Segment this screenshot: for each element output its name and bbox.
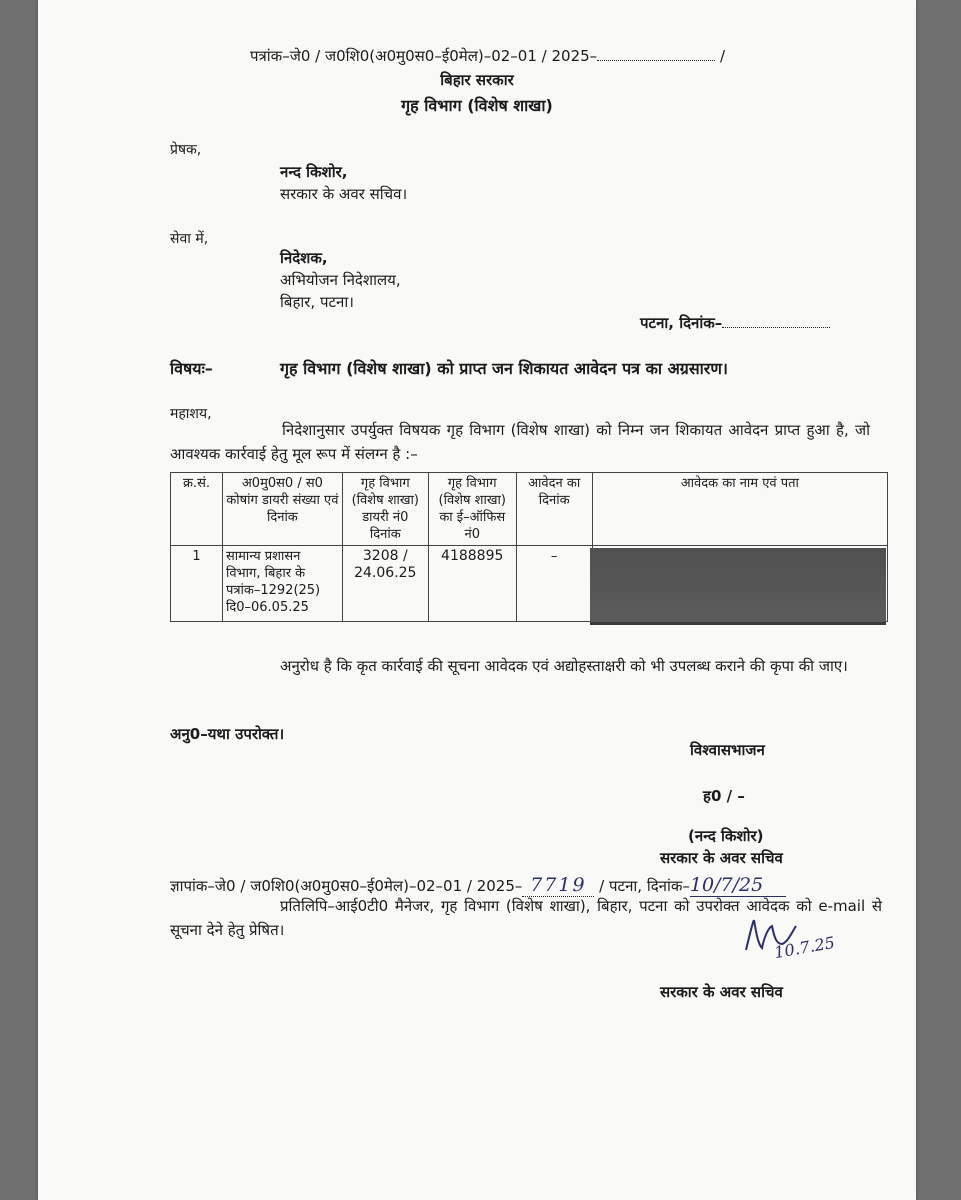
memo-number-handwritten: 7719	[522, 874, 594, 897]
government-name: बिहार सरकार	[440, 71, 514, 89]
sender-label: प्रेषक,	[170, 142, 202, 158]
cell-serial: 1	[171, 546, 223, 622]
date-blank	[722, 327, 830, 328]
signatory-designation: सरकार के अवर सचिव	[660, 849, 783, 867]
header-application-date: आवेदन का दिनांक	[516, 473, 592, 546]
sender-designation: सरकार के अवर सचिव।	[280, 185, 408, 203]
enclosure-note: अनु0–यथा उपरोक्त।	[170, 725, 285, 743]
sender-name: नन्द किशोर,	[280, 163, 348, 181]
recipient-label: सेवा में,	[170, 231, 209, 247]
signatory-name: (नन्द किशोर)	[688, 827, 764, 845]
cell-home-diary: 3208 / 24.06.25	[342, 546, 428, 622]
memo-date-handwritten: 10/7/25	[690, 874, 786, 897]
recipient-place: बिहार, पटना।	[280, 293, 354, 311]
request-paragraph: अनुरोध है कि कृत कार्रवाई की सूचना आवेदक एवं अद्योहस्ताक्षरी को भी उपलब्ध कराने की कृपा की जाए।	[280, 657, 848, 675]
signed-mark: ह0 / –	[703, 787, 745, 805]
reference-text: पत्रांक–जे0 / ज0शि0(अ0मु0स0–ई0मेल)–02–01 / 2025–	[250, 47, 598, 65]
closing-word: विश्वासभाजन	[690, 741, 765, 759]
date-line-label: पटना, दिनांक–	[640, 314, 723, 332]
header-home-diary: गृह विभाग (विशेष शाखा) डायरी नं0 दिनांक	[342, 473, 428, 546]
recipient-title: निदेशक,	[280, 249, 328, 267]
memo-reference: ज्ञापांक–जे0 / ज0शि0(अ0मु0स0–ई0मेल)–02–01 / 2025–	[170, 877, 523, 895]
body-paragraph: निदेशानुसार उपर्युक्त विषयक गृह विभाग (विशेष शाखा) को निम्न जन शिकायत आवेदन प्राप्त हुआ है, जो आवश्यक कार्रवाई हेतु मूल रूप में संलग्न है :–	[170, 421, 870, 463]
header-applicant: आवेदक का नाम एवं पता	[592, 473, 887, 546]
date-line	[640, 313, 830, 333]
reference-number	[250, 46, 725, 66]
salutation: महाशय,	[170, 406, 212, 422]
copy-signatory-designation: सरकार के अवर सचिव	[660, 983, 783, 1001]
cell-diary: सामान्य प्रशासन विभाग, बिहार के पत्रांक–1292(25) दि0–06.05.25	[222, 546, 342, 622]
subject-text: गृह विभाग (विशेष शाखा) को प्राप्त जन शिकायत आवेदन पत्र का अग्रसारण।	[280, 359, 728, 378]
header-diary: अ0मु0स0 / स0 कोषांग डायरी संख्या एवं दिनांक	[222, 473, 342, 546]
initial-date-handwritten: 10.7.25	[772, 932, 837, 963]
subject-label: विषयः–	[170, 359, 213, 378]
table-header-row	[171, 473, 888, 546]
reference-slash: /	[719, 47, 726, 65]
reference-blank	[597, 60, 715, 61]
recipient-office: अभियोजन निदेशालय,	[280, 271, 401, 289]
copy-paragraph: प्रतिलिपि–आई0टी0 मैनेजर, गृह विभाग (विशेष शाखा), बिहार, पटना को उपरोक्त आवेदक को e-mail से सूचना देने हेतु प्रेषित।	[170, 897, 882, 939]
redaction-block	[590, 548, 886, 625]
cell-application-date: –	[516, 546, 592, 622]
department-name: गृह विभाग (विशेष शाखा)	[401, 96, 553, 115]
header-eoffice: गृह विभाग (विशेष शाखा) का ई–ऑफिस नं0	[428, 473, 516, 546]
memo-place-date: / पटना, दिनांक–	[599, 877, 690, 895]
header-serial: क्र.सं.	[171, 473, 223, 546]
cell-eoffice: 4188895	[428, 546, 516, 622]
